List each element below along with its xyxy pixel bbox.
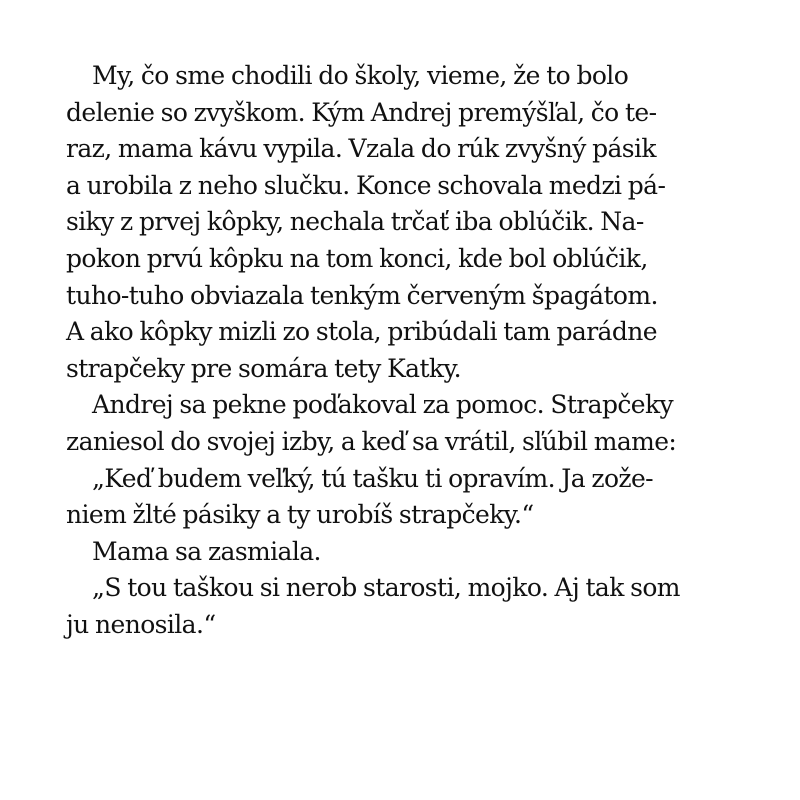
text-line: Andrej sa pekne poďakoval za pomoc. Strapčeky <box>92 390 674 420</box>
text-line: ju nenosila.“ <box>66 609 216 639</box>
text-line: „Keď budem veľký, tú tašku ti opravím. Ja zože- <box>92 463 654 493</box>
text-line: delenie so zvyškom. Kým Andrej premýšľal, čo te- <box>66 97 657 127</box>
text-line: pokon prvú kôpku na tom konci, kde bol oblúčik, <box>66 243 648 273</box>
story-text-block <box>66 58 766 644</box>
text-line: My, čo sme chodili do školy, vieme, že to bolo <box>92 61 629 90</box>
text-line: raz, mama kávu vypila. Vzala do rúk zvyšný pásik <box>66 134 656 164</box>
text-line: „S tou taškou si nerob starosti, mojko. Aj tak som <box>92 573 680 603</box>
text-line: a urobila z neho slučku. Konce schovala medzi pá- <box>66 170 666 200</box>
text-line: Mama sa zasmiala. <box>92 536 321 566</box>
text-line: zaniesol do svojej izby, a keď sa vrátil, sľúbil mame: <box>66 426 677 456</box>
text-line: A ako kôpky mizli zo stola, pribúdali tam parádne <box>66 317 657 347</box>
text-line: siky z prvej kôpky, nechala trčať iba oblúčik. Na- <box>66 207 644 237</box>
text-line: niem žlté pásiky a ty urobíš strapčeky.“ <box>66 500 534 530</box>
text-line: strapčeky pre somára tety Katky. <box>66 353 462 383</box>
text-line: tuho-tuho obviazala tenkým červeným špagátom. <box>66 280 658 310</box>
